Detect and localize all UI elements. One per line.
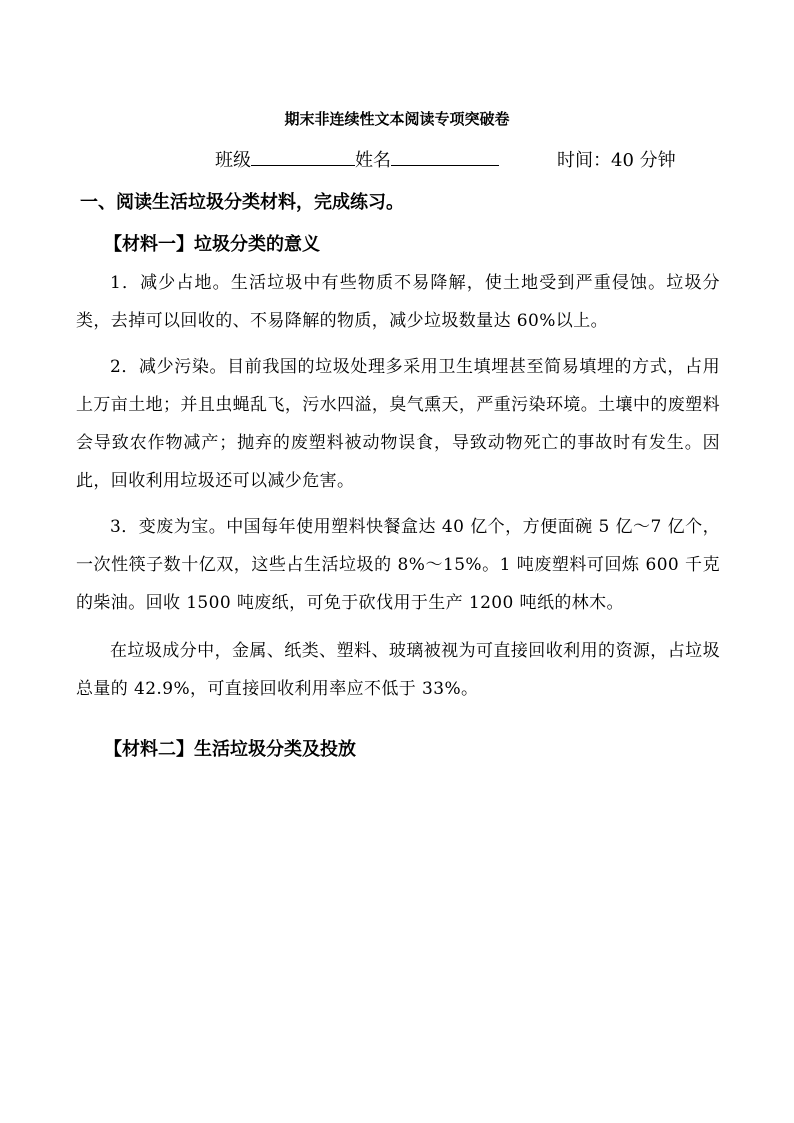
paragraph-reduce-pollution: 2．减少污染。目前我国的垃圾处理多采用卫生填埋甚至简易填埋的方式，占用上万亩土地；并且虫蝇乱飞，污水四溢，臭气熏天，严重污染环境。土壤中的废塑料会导致农作物减产；抛弃的废塑料被动物误食，导致动物死亡的事故时有发生。因此，回收利用垃圾还可以减少危害。: [76, 357, 720, 491]
name-blank[interactable]: [391, 147, 499, 166]
name-label: 姓名: [355, 150, 391, 171]
material-one-heading: 【材料一】垃圾分类的意义: [104, 234, 320, 255]
material-two-heading: 【材料二】生活垃圾分类及投放: [104, 739, 356, 760]
class-label: 班级: [215, 150, 251, 171]
time-label: 时间：40 分钟: [557, 150, 676, 171]
section-heading: 一、阅读生活垃圾分类材料，完成练习。: [80, 192, 404, 213]
paragraph-waste-to-treasure: 3．变废为宝。中国每年使用塑料快餐盒达 40 亿个，方便面碗 5 亿～7 亿个，一次性筷子数十亿双，这些占生活垃圾的 8%～15%。1 吨废塑料可回炼 600 千克的柴油。回收 1500 吨废纸，可免于砍伐用于生产 1200 吨纸的林木。: [76, 517, 720, 613]
paragraph-reduce-land: 1．减少占地。生活垃圾中有些物质不易降解，使土地受到严重侵蚀。垃圾分类，去掉可以回收的、不易降解的物质，减少垃圾数量达 60%以上。: [76, 273, 720, 331]
page-title: 期末非连续性文本阅读专项突破卷: [284, 110, 510, 128]
student-info-line: [215, 146, 676, 172]
class-blank[interactable]: [251, 147, 355, 166]
paragraph-recyclable-resources: 在垃圾成分中，金属、纸类、塑料、玻璃被视为可直接回收利用的资源，占垃圾总量的 42.9%，可直接回收利用率应不低于 33%。: [76, 641, 720, 699]
